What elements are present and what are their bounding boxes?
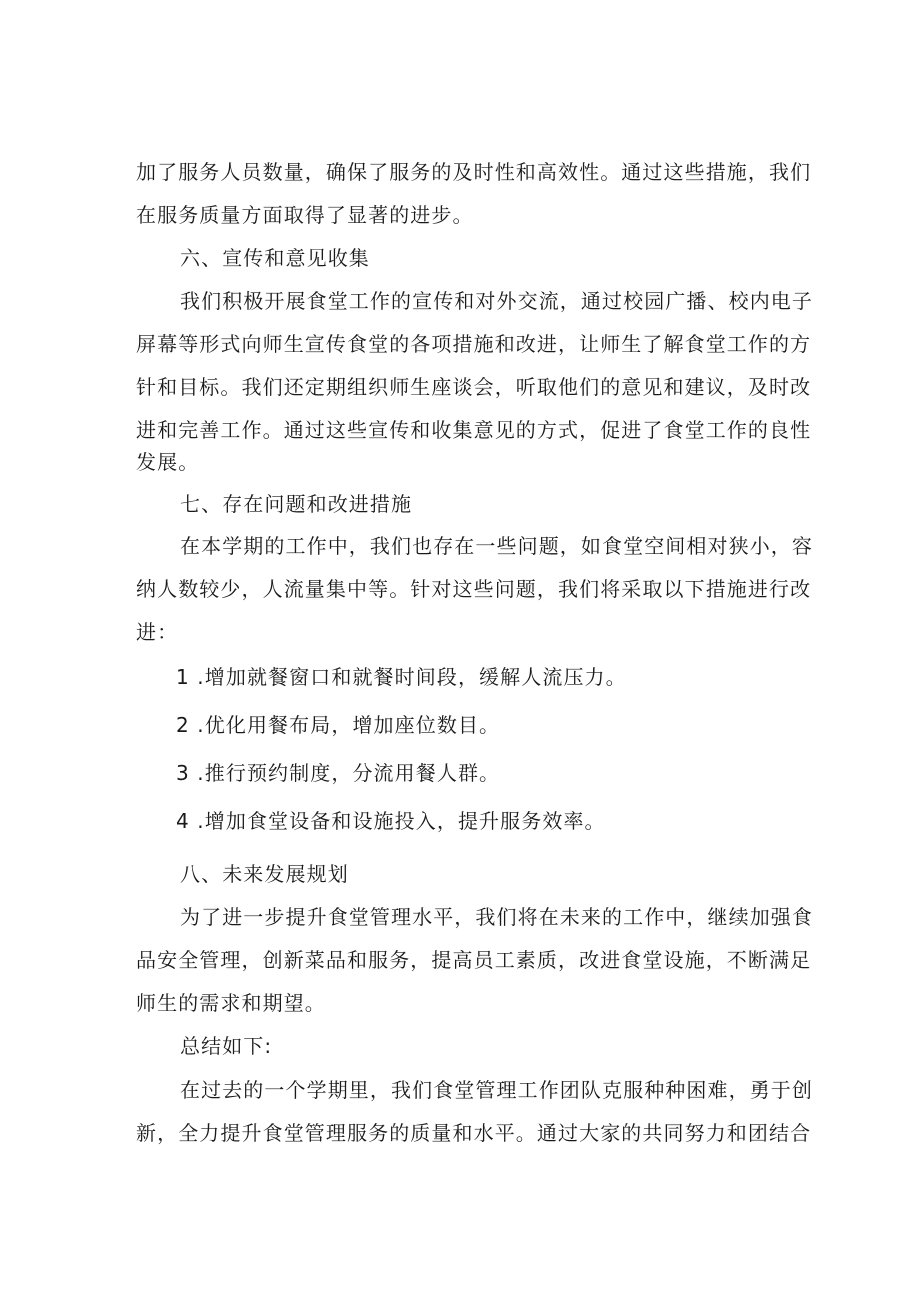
paragraph-line: 为了进一步提升食堂管理水平，我们将在未来的工作中，继续加强食 [180,905,813,929]
summary-heading: 总结如下: [180,1034,273,1058]
paragraph-line: 屏幕等形式向师生宣传食堂的各项措施和改进，让师生了解食堂工作的方 [136,332,812,356]
paragraph-line: 在服务质量方面取得了显著的进步。 [136,203,474,227]
paragraph-line: 进和完善工作。通过这些宣传和收集意见的方式，促进了食堂工作的良性 [136,418,812,442]
section-heading-7: 七、存在问题和改进措施 [180,492,413,516]
list-item-3: 3 .推行预约制度，分流用餐人群。 [176,761,501,785]
list-item-1: 1 .增加就餐窗口和就餐时间段，缓解人流压力。 [176,665,627,689]
paragraph-line: 纳人数较少，人流量集中等。针对这些问题，我们将采取以下措施进行改 [136,577,812,601]
paragraph-line: 进： [136,620,179,644]
paragraph-line: 新，全力提升食堂管理服务的质量和水平。通过大家的共同努力和团结合 [136,1121,812,1145]
paragraph-line: 我们积极开展食堂工作的宣传和对外交流，通过校园广播、校内电子 [180,289,813,313]
paragraph-line: 针和目标。我们还定期组织师生座谈会，听取他们的意见和建议，及时改 [136,375,812,399]
paragraph-line: 师生的需求和期望。 [136,991,326,1015]
section-heading-8: 八、未来发展规划 [180,862,349,886]
list-item-4: 4 .增加食堂设备和设施投入，提升服务效率。 [176,809,606,833]
paragraph-line: 品安全管理，创新菜品和服务，提高员工素质，改进食堂设施，不断满足 [136,948,812,972]
paragraph-line: 在过去的一个学期里，我们食堂管理工作团队克服种种困难，勇于创 [180,1078,813,1102]
paragraph-line: 在本学期的工作中，我们也存在一些问题，如食堂空间相对狭小，容 [180,534,813,558]
paragraph-line: 加了服务人员数量，确保了服务的及时性和高效性。通过这些措施，我们 [136,160,812,184]
paragraph-line: 发展。 [136,450,200,474]
list-item-2: 2 .优化用餐布局，增加座位数目。 [176,713,501,737]
section-heading-6: 六、宣传和意见收集 [180,246,370,270]
